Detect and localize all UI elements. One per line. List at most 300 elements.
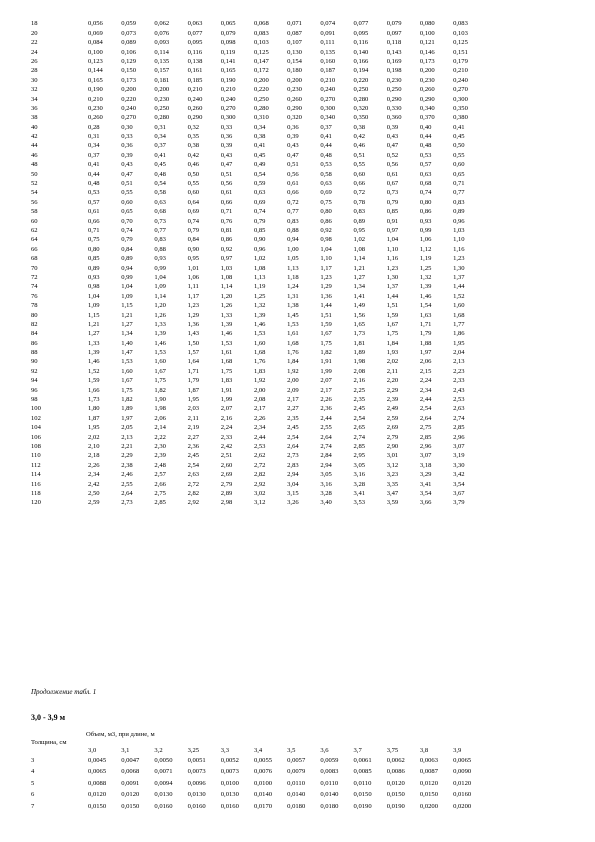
volume-table-body bbox=[0, 20, 486, 508]
value-cell: 0,34 bbox=[88, 142, 100, 150]
value-cell: 0,130 bbox=[287, 48, 302, 56]
row-key-cell: 88 bbox=[31, 349, 38, 357]
value-cell: 0,90 bbox=[187, 245, 200, 253]
value-cell: 2,54 bbox=[287, 433, 299, 441]
value-cell: 1,79 bbox=[187, 377, 200, 385]
value-cell: 1,26 bbox=[220, 302, 233, 310]
value-cell: 1,73 bbox=[353, 330, 366, 338]
value-cell: 0,230 bbox=[88, 104, 103, 112]
value-cell: 0,47 bbox=[386, 142, 399, 150]
value-cell: 1,91 bbox=[320, 358, 332, 366]
value-cell: 2,64 bbox=[419, 414, 432, 422]
table-row bbox=[0, 39, 486, 48]
value-cell: 0,94 bbox=[287, 236, 299, 244]
value-cell: 2,07 bbox=[220, 405, 233, 413]
value-cell: 3,41 bbox=[419, 480, 432, 488]
value-cell: 2,85 bbox=[419, 433, 432, 441]
value-cell: 0,100 bbox=[88, 48, 103, 56]
value-cell: 1,75 bbox=[154, 377, 166, 385]
value-cell: 2,05 bbox=[121, 424, 133, 432]
value-cell: 0,68 bbox=[154, 208, 166, 216]
value-cell: 2,04 bbox=[453, 349, 465, 357]
value-cell: 0,0087 bbox=[419, 768, 439, 776]
value-cell: 0,098 bbox=[220, 39, 236, 47]
value-cell: 0,0110 bbox=[353, 779, 372, 787]
value-cell: 0,30 bbox=[121, 123, 133, 131]
value-cell: 0,200 bbox=[419, 67, 435, 75]
value-cell: 0,077 bbox=[353, 20, 369, 28]
value-cell: 0,0057 bbox=[287, 756, 306, 764]
value-cell: 1,04 bbox=[386, 236, 399, 244]
value-cell: 1,26 bbox=[154, 311, 166, 319]
value-cell: 2,15 bbox=[419, 367, 432, 375]
value-cell: 0,74 bbox=[253, 208, 266, 216]
value-cell: 0,0088 bbox=[88, 779, 107, 787]
value-cell: 0,43 bbox=[121, 161, 133, 169]
value-cell: 0,67 bbox=[386, 180, 399, 188]
value-cell: 0,0094 bbox=[154, 779, 173, 787]
row-key-cell: 90 bbox=[31, 358, 38, 366]
value-cell: 3,79 bbox=[453, 499, 465, 507]
table-row bbox=[0, 29, 486, 38]
value-cell: 0,166 bbox=[353, 57, 369, 65]
table-row bbox=[0, 490, 486, 499]
value-cell: 0,0190 bbox=[353, 802, 372, 810]
row-key-cell: 108 bbox=[31, 442, 41, 450]
value-cell: 0,0083 bbox=[320, 768, 339, 776]
value-cell: 0,089 bbox=[121, 39, 137, 47]
value-cell: 0,78 bbox=[353, 198, 366, 206]
value-cell: 2,36 bbox=[187, 442, 200, 450]
value-cell: 1,19 bbox=[253, 283, 266, 291]
value-cell: 0,240 bbox=[220, 95, 236, 103]
value-cell: 0,55 bbox=[121, 189, 133, 197]
table-row bbox=[0, 58, 486, 67]
value-cell: 1,79 bbox=[419, 330, 432, 338]
value-cell: 1,98 bbox=[154, 405, 166, 413]
value-cell: 2,53 bbox=[453, 396, 465, 404]
value-cell: 2,17 bbox=[253, 405, 266, 413]
value-cell: 0,250 bbox=[253, 95, 269, 103]
row-key-cell: 48 bbox=[31, 161, 38, 169]
value-cell: 1,10 bbox=[320, 255, 332, 263]
value-cell: 2,39 bbox=[386, 396, 399, 404]
value-cell: 0,220 bbox=[253, 86, 269, 94]
value-cell: 0,57 bbox=[419, 161, 432, 169]
value-cell: 1,97 bbox=[419, 349, 432, 357]
value-cell: 1,04 bbox=[154, 273, 166, 281]
value-cell: 0,0091 bbox=[121, 779, 140, 787]
value-cell: 0,0200 bbox=[419, 802, 439, 810]
table-row bbox=[0, 105, 486, 114]
value-cell: 1,45 bbox=[287, 311, 299, 319]
value-cell: 1,17 bbox=[187, 292, 200, 300]
table-row bbox=[0, 245, 486, 254]
value-cell: 0,230 bbox=[386, 76, 402, 84]
value-cell: 0,190 bbox=[88, 86, 103, 94]
table-row bbox=[0, 142, 486, 151]
value-cell: 0,89 bbox=[353, 217, 366, 225]
row-key-cell: 98 bbox=[31, 396, 38, 404]
value-cell: 2,45 bbox=[353, 405, 366, 413]
volume-header: Объем, м3, при длине, м bbox=[86, 731, 155, 738]
value-cell: 0,84 bbox=[187, 236, 200, 244]
table-row bbox=[0, 236, 486, 245]
value-cell: 0,33 bbox=[121, 133, 133, 141]
value-cell: 1,06 bbox=[187, 273, 200, 281]
value-cell: 2,02 bbox=[88, 433, 100, 441]
value-cell: 3,29 bbox=[419, 471, 432, 479]
value-cell: 0,0086 bbox=[386, 768, 405, 776]
value-cell: 1,46 bbox=[419, 292, 432, 300]
value-cell: 0,280 bbox=[253, 104, 269, 112]
value-cell: 0,141 bbox=[220, 57, 236, 65]
value-cell: 0,160 bbox=[320, 57, 336, 65]
value-cell: 0,240 bbox=[121, 104, 137, 112]
row-key-cell: 7 bbox=[31, 802, 35, 810]
table-row bbox=[0, 424, 486, 433]
value-cell: 1,88 bbox=[419, 339, 432, 347]
value-cell: 2,44 bbox=[253, 433, 266, 441]
table-row bbox=[0, 208, 486, 217]
table-row bbox=[0, 414, 486, 423]
value-cell: 0,187 bbox=[320, 67, 336, 75]
value-cell: 1,39 bbox=[88, 349, 100, 357]
row-key-cell: 34 bbox=[31, 95, 38, 103]
value-cell: 0,068 bbox=[253, 20, 269, 28]
value-cell: 3,53 bbox=[353, 499, 366, 507]
value-cell: 0,53 bbox=[320, 161, 332, 169]
value-cell: 0,0160 bbox=[220, 802, 239, 810]
value-cell: 0,0130 bbox=[220, 791, 239, 799]
value-cell: 0,36 bbox=[121, 142, 133, 150]
value-cell: 1,68 bbox=[253, 349, 266, 357]
value-cell: 0,53 bbox=[88, 189, 100, 197]
value-cell: 3,26 bbox=[287, 499, 299, 507]
value-cell: 0,47 bbox=[220, 161, 233, 169]
value-cell: 0,100 bbox=[419, 29, 435, 37]
row-key-cell: 42 bbox=[31, 133, 38, 141]
value-cell: 1,91 bbox=[220, 386, 233, 394]
length-header-cell: 3,8 bbox=[419, 746, 429, 754]
value-cell: 0,89 bbox=[121, 255, 133, 263]
value-cell: 1,21 bbox=[121, 311, 133, 319]
value-cell: 0,73 bbox=[154, 217, 166, 225]
value-cell: 0,0200 bbox=[453, 802, 472, 810]
row-key-cell: 62 bbox=[31, 226, 38, 234]
value-cell: 0,0063 bbox=[419, 756, 439, 764]
row-key-cell: 38 bbox=[31, 114, 38, 122]
value-cell: 0,88 bbox=[154, 245, 166, 253]
value-cell: 0,59 bbox=[253, 180, 266, 188]
value-cell: 3,41 bbox=[353, 489, 366, 497]
value-cell: 1,19 bbox=[419, 255, 432, 263]
value-cell: 1,68 bbox=[453, 311, 465, 319]
value-cell: 0,116 bbox=[353, 39, 369, 47]
table-row bbox=[0, 302, 486, 311]
value-cell: 0,50 bbox=[187, 170, 200, 178]
value-cell: 1,32 bbox=[419, 273, 432, 281]
table-row bbox=[0, 461, 486, 470]
table-row bbox=[0, 86, 486, 95]
row-key-cell: 114 bbox=[31, 471, 41, 479]
value-cell: 1,44 bbox=[386, 292, 399, 300]
value-cell: 1,08 bbox=[353, 245, 366, 253]
value-cell: 0,095 bbox=[353, 29, 369, 37]
value-cell: 0,90 bbox=[253, 236, 266, 244]
value-cell: 0,200 bbox=[121, 86, 137, 94]
value-cell: 0,147 bbox=[253, 57, 269, 65]
row-key-cell: 66 bbox=[31, 245, 38, 253]
value-cell: 0,83 bbox=[453, 198, 465, 206]
value-cell: 0,63 bbox=[154, 198, 166, 206]
value-cell: 0,144 bbox=[88, 67, 103, 75]
value-cell: 0,66 bbox=[88, 217, 100, 225]
value-cell: 2,44 bbox=[419, 396, 432, 404]
value-cell: 0,161 bbox=[187, 67, 203, 75]
table-row bbox=[0, 264, 486, 273]
value-cell: 0,173 bbox=[419, 57, 435, 65]
value-cell: 0,47 bbox=[287, 151, 299, 159]
value-cell: 2,54 bbox=[419, 405, 432, 413]
value-cell: 3,19 bbox=[453, 452, 465, 460]
value-cell: 0,77 bbox=[453, 189, 465, 197]
value-cell: 3,07 bbox=[453, 442, 465, 450]
value-cell: 1,93 bbox=[386, 349, 399, 357]
value-cell: 0,097 bbox=[386, 29, 402, 37]
value-cell: 0,32 bbox=[187, 123, 200, 131]
value-cell: 2,55 bbox=[320, 424, 332, 432]
value-cell: 1,15 bbox=[88, 311, 100, 319]
value-cell: 0,320 bbox=[353, 104, 369, 112]
length-header-cell: 3,6 bbox=[320, 746, 329, 754]
value-cell: 1,09 bbox=[88, 302, 100, 310]
row-key-cell: 20 bbox=[31, 29, 38, 37]
length-header-cell: 3,1 bbox=[121, 746, 130, 754]
value-cell: 0,0130 bbox=[154, 791, 173, 799]
value-cell: 1,95 bbox=[88, 424, 100, 432]
row-key-cell: 3 bbox=[31, 756, 35, 764]
value-cell: 1,73 bbox=[88, 396, 100, 404]
value-cell: 2,11 bbox=[386, 367, 398, 375]
value-cell: 1,16 bbox=[386, 255, 399, 263]
row-key-cell: 84 bbox=[31, 330, 38, 338]
row-key-cell: 104 bbox=[31, 424, 41, 432]
value-cell: 0,85 bbox=[386, 208, 399, 216]
value-cell: 1,43 bbox=[187, 330, 200, 338]
value-cell: 1,53 bbox=[220, 339, 233, 347]
value-cell: 0,41 bbox=[453, 123, 465, 131]
value-cell: 1,47 bbox=[121, 349, 133, 357]
value-cell: 0,080 bbox=[419, 20, 435, 28]
table-row bbox=[0, 170, 486, 179]
value-cell: 0,125 bbox=[453, 39, 468, 47]
table-row bbox=[0, 405, 486, 414]
value-cell: 2,73 bbox=[287, 452, 299, 460]
value-cell: 0,135 bbox=[320, 48, 336, 56]
value-cell: 0,150 bbox=[121, 67, 137, 75]
value-cell: 0,37 bbox=[154, 142, 166, 150]
value-cell: 1,46 bbox=[253, 320, 266, 328]
value-cell: 2,35 bbox=[287, 414, 299, 422]
value-cell: 1,61 bbox=[220, 349, 233, 357]
value-cell: 2,72 bbox=[253, 461, 266, 469]
table-row bbox=[0, 76, 486, 85]
value-cell: 2,10 bbox=[88, 442, 100, 450]
value-cell: 0,350 bbox=[353, 114, 369, 122]
row-key-cell: 54 bbox=[31, 189, 38, 197]
table-row bbox=[0, 480, 486, 489]
value-cell: 0,86 bbox=[220, 236, 233, 244]
value-cell: 0,310 bbox=[253, 114, 269, 122]
value-cell: 0,0068 bbox=[121, 768, 140, 776]
value-cell: 1,87 bbox=[187, 386, 200, 394]
value-cell: 1,06 bbox=[419, 236, 432, 244]
value-cell: 0,96 bbox=[453, 217, 465, 225]
value-cell: 0,81 bbox=[220, 226, 233, 234]
value-cell: 0,0110 bbox=[287, 779, 306, 787]
value-cell: 0,56 bbox=[220, 180, 233, 188]
value-cell: 2,08 bbox=[353, 367, 366, 375]
value-cell: 0,0140 bbox=[320, 791, 339, 799]
volume-table-small bbox=[0, 755, 486, 813]
value-cell: 1,33 bbox=[154, 320, 166, 328]
value-cell: 0,181 bbox=[154, 76, 170, 84]
value-cell: 0,0150 bbox=[88, 802, 107, 810]
value-cell: 0,41 bbox=[88, 161, 100, 169]
value-cell: 1,61 bbox=[287, 330, 299, 338]
value-cell: 3,23 bbox=[386, 471, 399, 479]
value-cell: 3,12 bbox=[386, 461, 399, 469]
row-key-cell: 5 bbox=[31, 779, 35, 787]
row-key-cell: 46 bbox=[31, 151, 38, 159]
value-cell: 1,29 bbox=[320, 283, 332, 291]
length-range-label: 3,0 - 3,9 м bbox=[31, 713, 66, 722]
value-cell: 2,00 bbox=[287, 377, 299, 385]
value-cell: 2,38 bbox=[121, 461, 133, 469]
value-cell: 1,86 bbox=[453, 330, 465, 338]
value-cell: 3,12 bbox=[253, 499, 266, 507]
value-cell: 0,79 bbox=[121, 236, 133, 244]
value-cell: 1,76 bbox=[287, 349, 299, 357]
value-cell: 2,42 bbox=[220, 442, 233, 450]
value-cell: 1,08 bbox=[253, 264, 266, 272]
row-key-cell: 80 bbox=[31, 311, 38, 319]
value-cell: 1,67 bbox=[121, 377, 133, 385]
value-cell: 0,320 bbox=[287, 114, 302, 122]
value-cell: 0,38 bbox=[353, 123, 366, 131]
value-cell: 1,10 bbox=[386, 245, 399, 253]
value-cell: 0,0073 bbox=[220, 768, 239, 776]
value-cell: 0,92 bbox=[320, 226, 332, 234]
value-cell: 0,71 bbox=[88, 226, 100, 234]
value-cell: 0,290 bbox=[287, 104, 302, 112]
value-cell: 0,200 bbox=[287, 76, 302, 84]
value-cell: 1,71 bbox=[419, 320, 432, 328]
value-cell: 0,103 bbox=[253, 39, 269, 47]
value-cell: 0,0061 bbox=[353, 756, 372, 764]
value-cell: 0,250 bbox=[154, 104, 170, 112]
value-cell: 0,300 bbox=[320, 104, 336, 112]
table-caption: Продолжение табл. 1 bbox=[31, 688, 97, 696]
value-cell: 0,57 bbox=[88, 198, 100, 206]
value-cell: 3,54 bbox=[453, 480, 465, 488]
table-row bbox=[0, 339, 486, 348]
value-cell: 3,18 bbox=[419, 461, 432, 469]
table-row bbox=[0, 778, 486, 790]
value-cell: 2,79 bbox=[220, 480, 233, 488]
row-key-cell: 50 bbox=[31, 170, 38, 178]
value-cell: 0,43 bbox=[287, 142, 299, 150]
value-cell: 0,198 bbox=[386, 67, 402, 75]
value-cell: 1,08 bbox=[220, 273, 233, 281]
value-cell: 2,26 bbox=[253, 414, 266, 422]
value-cell: 0,056 bbox=[88, 20, 103, 28]
value-cell: 0,180 bbox=[287, 67, 302, 75]
value-cell: 1,37 bbox=[453, 273, 465, 281]
value-cell: 0,0073 bbox=[187, 768, 206, 776]
value-cell: 2,98 bbox=[220, 499, 233, 507]
value-cell: 1,89 bbox=[353, 349, 366, 357]
value-cell: 0,61 bbox=[287, 180, 299, 188]
value-cell: 0,220 bbox=[353, 76, 369, 84]
value-cell: 2,46 bbox=[121, 471, 133, 479]
value-cell: 0,146 bbox=[419, 48, 435, 56]
value-cell: 0,56 bbox=[287, 170, 299, 178]
row-key-cell: 26 bbox=[31, 57, 38, 65]
value-cell: 0,069 bbox=[88, 29, 103, 37]
value-cell: 2,27 bbox=[287, 405, 299, 413]
value-cell: 1,23 bbox=[320, 273, 332, 281]
value-cell: 1,81 bbox=[353, 339, 366, 347]
value-cell: 0,54 bbox=[253, 170, 266, 178]
value-cell: 3,15 bbox=[287, 489, 299, 497]
value-cell: 0,0079 bbox=[287, 768, 306, 776]
value-cell: 0,61 bbox=[220, 189, 233, 197]
value-cell: 0,38 bbox=[187, 142, 200, 150]
value-cell: 2,16 bbox=[220, 414, 233, 422]
length-header-cell: 3,75 bbox=[386, 746, 399, 754]
value-cell: 0,46 bbox=[187, 161, 200, 169]
table-row bbox=[0, 283, 486, 292]
value-cell: 2,27 bbox=[187, 433, 200, 441]
value-cell: 0,68 bbox=[419, 180, 432, 188]
value-cell: 2,84 bbox=[320, 452, 332, 460]
table-row bbox=[0, 151, 486, 160]
table-row bbox=[0, 471, 486, 480]
value-cell: 2,64 bbox=[121, 489, 133, 497]
value-cell: 0,0055 bbox=[253, 756, 273, 764]
row-key-cell: 112 bbox=[31, 461, 41, 469]
value-cell: 0,31 bbox=[88, 133, 100, 141]
value-cell: 2,34 bbox=[253, 424, 266, 432]
table-row bbox=[0, 198, 486, 207]
value-cell: 1,10 bbox=[453, 236, 465, 244]
value-cell: 0,45 bbox=[453, 133, 465, 141]
value-cell: 2,82 bbox=[253, 471, 266, 479]
value-cell: 0,0110 bbox=[320, 779, 339, 787]
row-key-cell: 60 bbox=[31, 217, 38, 225]
value-cell: 0,074 bbox=[320, 20, 336, 28]
value-cell: 0,260 bbox=[88, 114, 103, 122]
value-cell: 0,35 bbox=[187, 133, 200, 141]
row-key-cell: 74 bbox=[31, 283, 38, 291]
value-cell: 0,50 bbox=[453, 142, 465, 150]
value-cell: 0,280 bbox=[154, 114, 170, 122]
value-cell: 2,48 bbox=[154, 461, 166, 469]
value-cell: 1,53 bbox=[121, 358, 133, 366]
value-cell: 0,77 bbox=[287, 208, 299, 216]
